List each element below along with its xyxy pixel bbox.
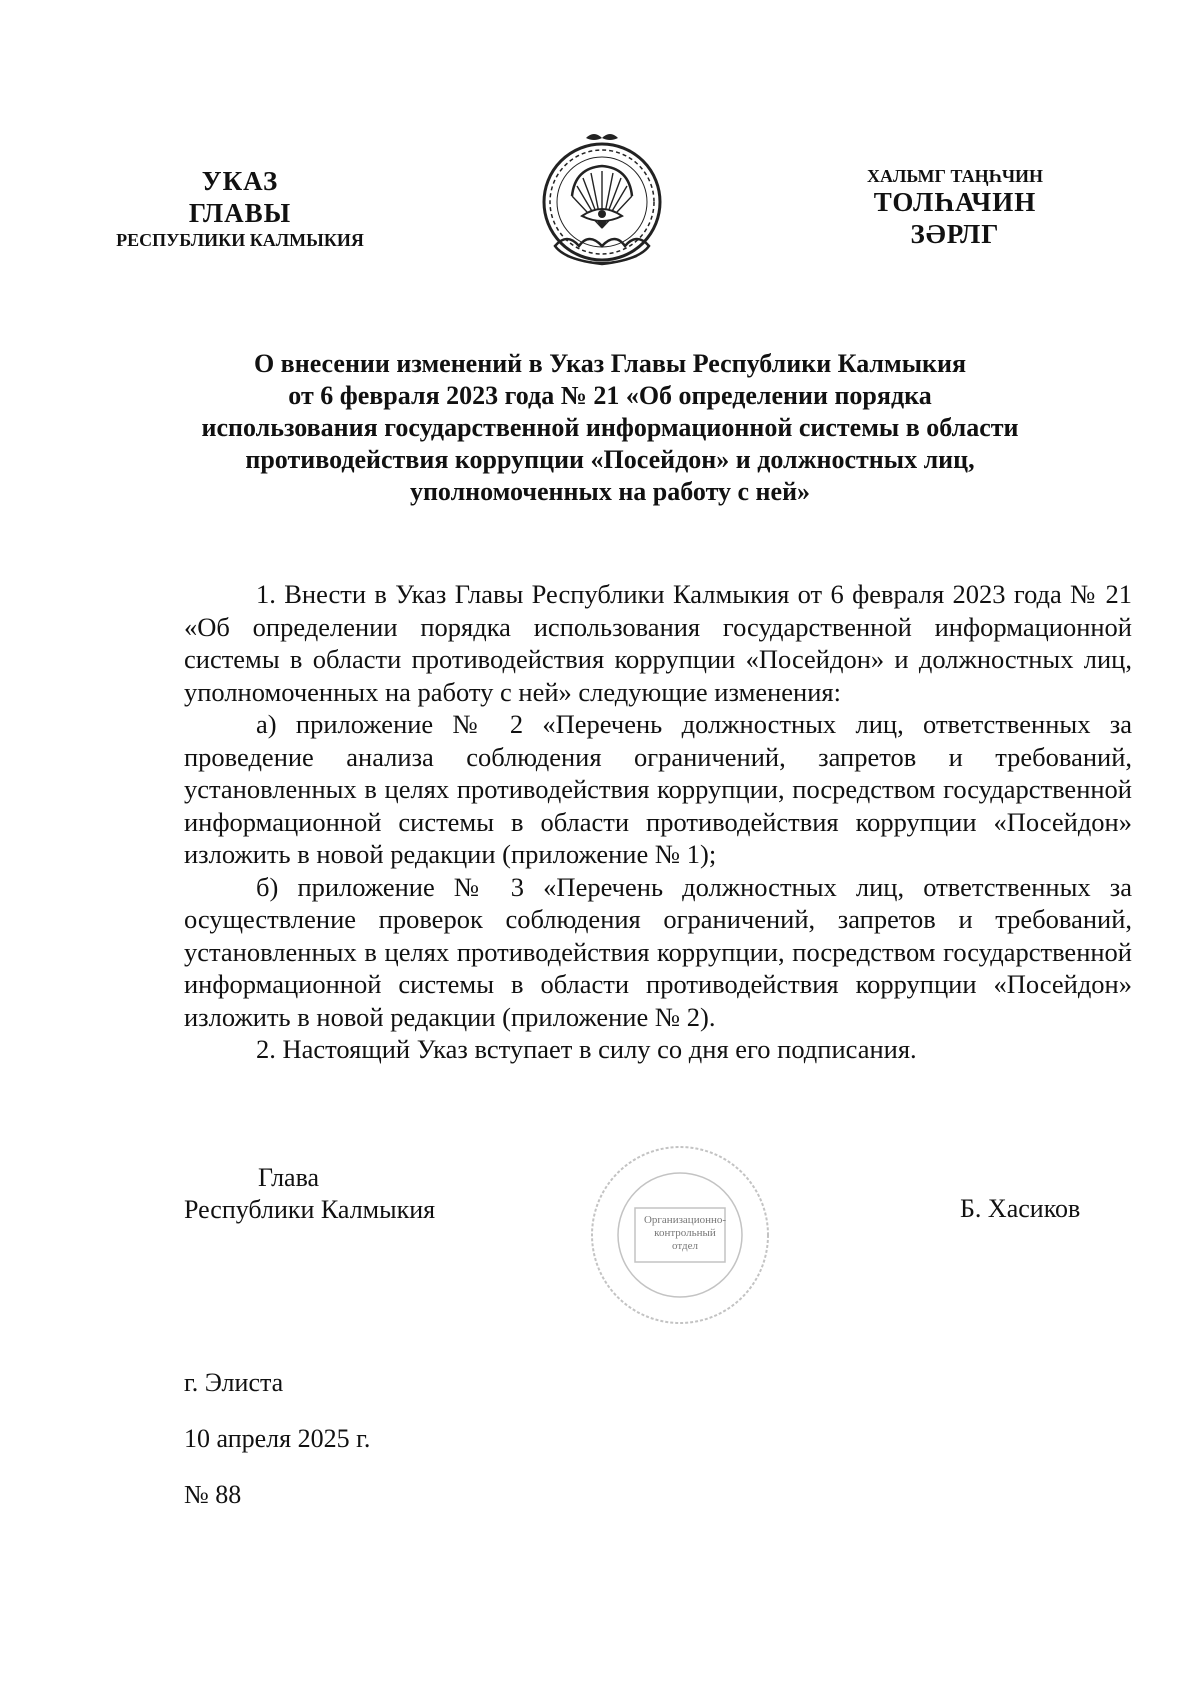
header-right-line1: ХАЛЬМГ ТАҢҺЧИН — [866, 166, 1044, 186]
signatory-title — [184, 1162, 435, 1226]
document-number: № 88 — [184, 1480, 242, 1509]
title-line: О внесении изменений в Указ Главы Республики Калмыкия — [253, 349, 967, 378]
header-left-line1: УКАЗ — [201, 166, 279, 196]
title-line: от 6 февраля 2023 года № 21 «Об определении порядка — [288, 381, 932, 410]
header-right — [845, 166, 1065, 251]
header-left-line2: ГЛАВЫ — [188, 197, 292, 228]
document-date: 10 апреля 2025 г. — [184, 1424, 371, 1453]
document-body — [184, 578, 1132, 1066]
paragraph-1a: а) приложение № 2 «Перечень должностных лиц, ответственных за проведение анализа соблюдения ограничений, запретов и требований, установленных в целях противодействия коррупции, посредством государственной информационной системы в области противодействия коррупции «Посейдон» изложить в новой редакции (приложение № 1); — [184, 709, 1132, 869]
header-right-line3: ЗӘРЛГ — [910, 219, 1000, 250]
header-left-line3: РЕСПУБЛИКИ КАЛМЫКИЯ — [116, 229, 364, 250]
paragraph-2: 2. Настоящий Указ вступает в силу со дня его подписания. — [256, 1034, 917, 1064]
signatory-name: Б. Хасиков — [960, 1194, 1081, 1223]
paragraph-1b: б) приложение № 3 «Перечень должностных лиц, ответственных за осуществление проверок соблюдения ограничений, запретов и требований, установленных в целях противодействия коррупции, посредством государственной информационной системы в области противодействия коррупции «Посейдон» изложить в новой редакции (приложение № 2). — [184, 871, 1132, 1032]
title-line: противодействия коррупции «Посейдон» и должностных лиц, — [245, 445, 975, 474]
header-left — [90, 166, 390, 251]
signatory-role-line1: Глава — [258, 1163, 320, 1192]
kalmykia-emblem-icon — [537, 128, 667, 276]
title-line: уполномоченных на работу с ней» — [409, 477, 811, 506]
stamp-text: Организационно-контрольный отдел — [643, 1214, 727, 1252]
header-right-line2: ТОЛҺАЧИН — [873, 187, 1037, 218]
paragraph-1: 1. Внести в Указ Главы Республики Калмыкия от 6 февраля 2023 года № 21 «Об определении порядка использования государственной информационной системы в области противодействия коррупции «Посейдон» и должностных лиц, уполномоченных на работу с ней» следующие изменения: — [184, 579, 1132, 707]
document-city: г. Элиста — [184, 1368, 284, 1397]
title-line: использования государственной информационной системы в области — [201, 413, 1019, 442]
document-title — [180, 348, 1040, 508]
signatory-role-line2: Республики Калмыкия — [184, 1195, 436, 1224]
